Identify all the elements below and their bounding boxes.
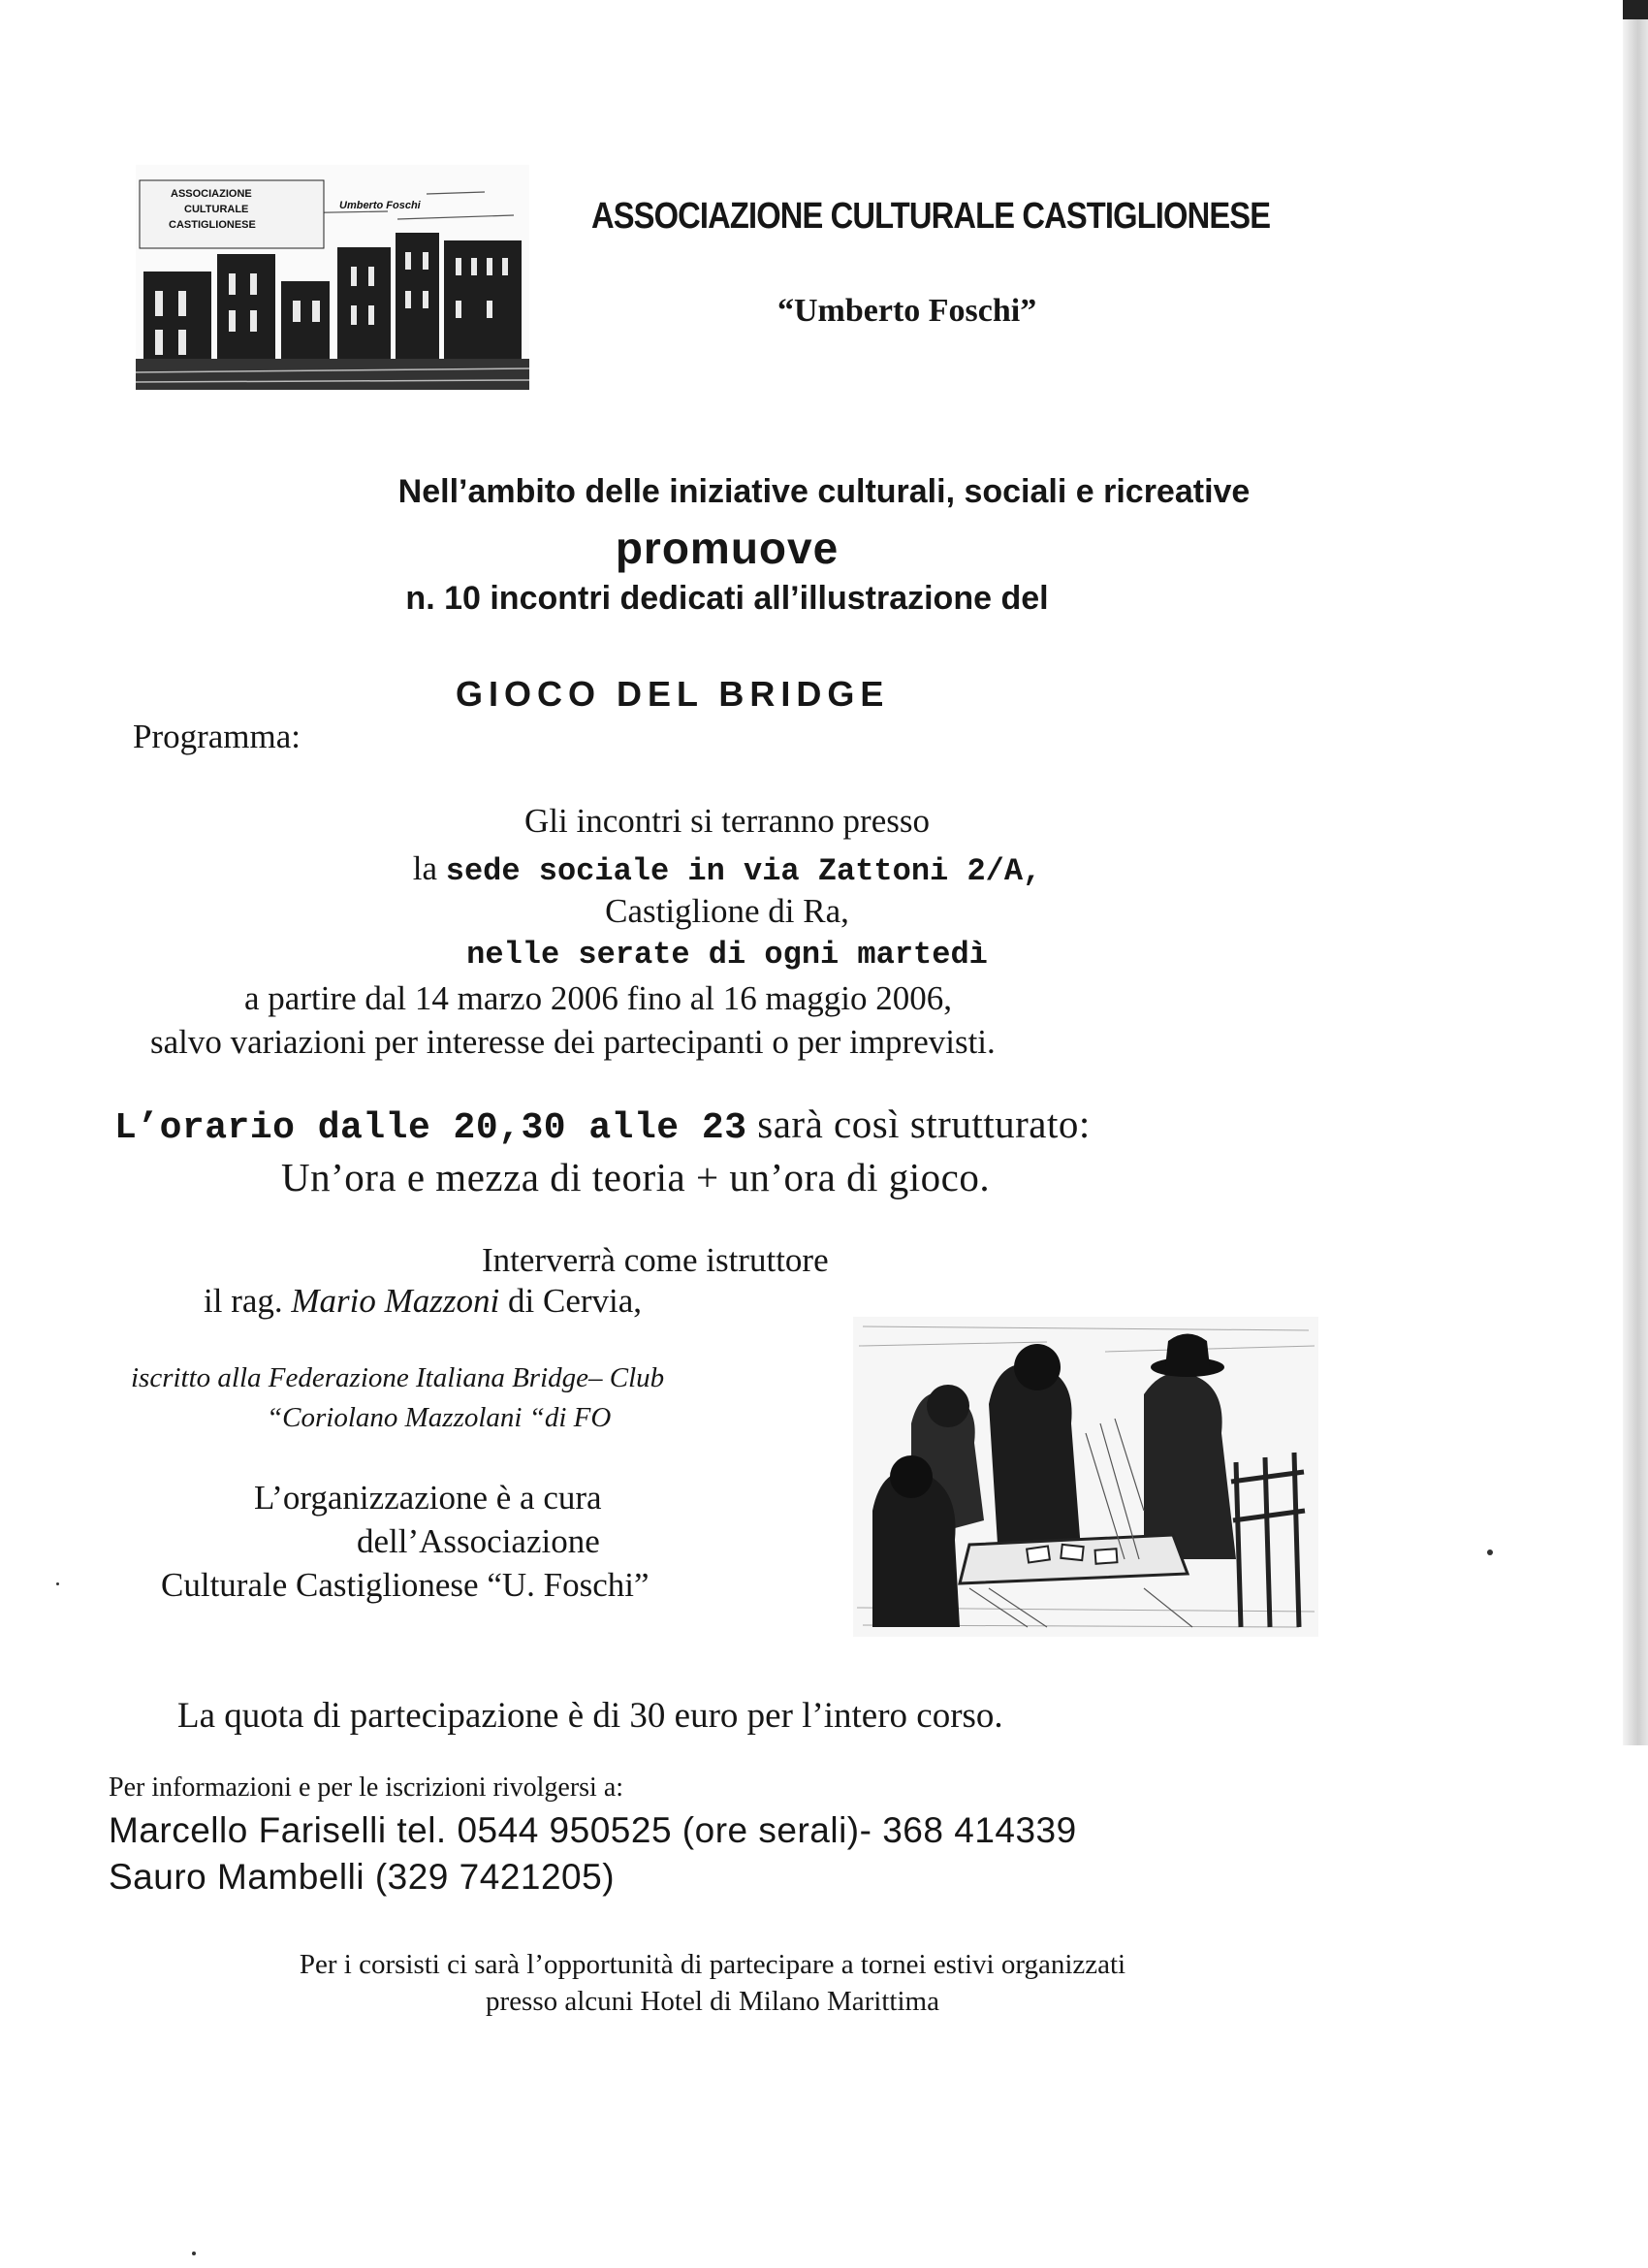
promuove-heading: promuove xyxy=(615,523,840,573)
programma-line-6: salvo variazioni per interesse dei partecipanti o per imprevisti. xyxy=(150,1023,996,1061)
programma-line-3: Castiglione di Ra, xyxy=(605,892,849,930)
organization-line-1: L’organizzazione è a cura xyxy=(254,1479,602,1517)
organization-line-3: Culturale Castiglionese “U. Foschi” xyxy=(161,1566,650,1604)
info-heading: Per informazioni e per le iscrizioni rivolgersi a: xyxy=(109,1773,624,1803)
scan-speck xyxy=(192,2252,196,2255)
game-title: GIOCO DEL BRIDGE xyxy=(456,674,890,714)
logo-label-line2: CULTURALE xyxy=(184,204,249,215)
association-subtitle: “Umberto Foschi” xyxy=(777,293,1037,329)
logo-label-name: Umberto Foschi xyxy=(339,200,421,211)
organization-line-2: dell’Associazione xyxy=(357,1522,600,1560)
logo-label-line3: CASTIGLIONESE xyxy=(169,219,256,231)
instructor-line-1: Interverrà come istruttore xyxy=(482,1241,829,1279)
scan-edge xyxy=(1623,0,1648,1745)
programma-line-2-prefix: la xyxy=(412,849,446,887)
intro-line: Nell’ambito delle iniziative culturali, sociali e ricreative xyxy=(397,473,1251,510)
tournaments-line-1: Per i corsisti ci sarà l’opportunità di partecipare a tornei estivi organizzati xyxy=(299,1949,1126,1980)
programma-line-5: a partire dal 14 marzo 2006 fino al 16 maggio 2006, xyxy=(244,979,952,1017)
logo-label-line1: ASSOCIAZIONE xyxy=(171,188,252,200)
contact-line-2: Sauro Mambelli (329 7421205) xyxy=(109,1857,616,1897)
instructor-name: Mario Mazzoni xyxy=(291,1282,500,1320)
tournaments-line-2: presso alcuni Hotel di Milano Marittima xyxy=(486,1986,939,2017)
contact-line-1: Marcello Fariselli tel. 0544 950525 (ore serali)- 368 414339 xyxy=(109,1810,1077,1850)
orario-rest: sarà così strutturato: xyxy=(746,1102,1091,1146)
card-players-illustration xyxy=(853,1317,1318,1637)
instructor-line-2 xyxy=(204,1282,642,1321)
programma-line-1: Gli incontri si terranno presso xyxy=(524,802,930,840)
association-title: ASSOCIAZIONE CULTURALE CASTIGLIONESE xyxy=(591,196,1271,237)
programma-line-2 xyxy=(0,849,1454,889)
federation-line-1: iscritto alla Federazione Italiana Bridge– Club xyxy=(131,1362,665,1393)
instructor-prefix: il rag. xyxy=(204,1282,292,1320)
instructor-suffix: di Cervia, xyxy=(499,1282,643,1320)
association-logo xyxy=(136,165,529,390)
meetings-line: n. 10 incontri dedicati all’illustrazione del xyxy=(405,580,1049,617)
orario-line-2: Un’ora e mezza di teoria + un’ora di gioco. xyxy=(281,1155,991,1199)
programma-label: Programma: xyxy=(133,718,301,755)
scan-speck xyxy=(1487,1549,1493,1555)
fee-line: La quota di partecipazione è di 30 euro per l’intero corso. xyxy=(177,1696,1003,1736)
programma-line-4: nelle serate di ogni martedì xyxy=(466,937,988,973)
federation-line-2: “Coriolano Mazzolani “di FO xyxy=(267,1402,612,1433)
orario-line-1 xyxy=(114,1101,1091,1149)
orario-bold: L’orario dalle 20,30 alle 23 xyxy=(114,1107,747,1149)
programma-address: sede sociale in via Zattoni 2/A, xyxy=(445,853,1042,889)
scan-speck xyxy=(56,1582,59,1585)
